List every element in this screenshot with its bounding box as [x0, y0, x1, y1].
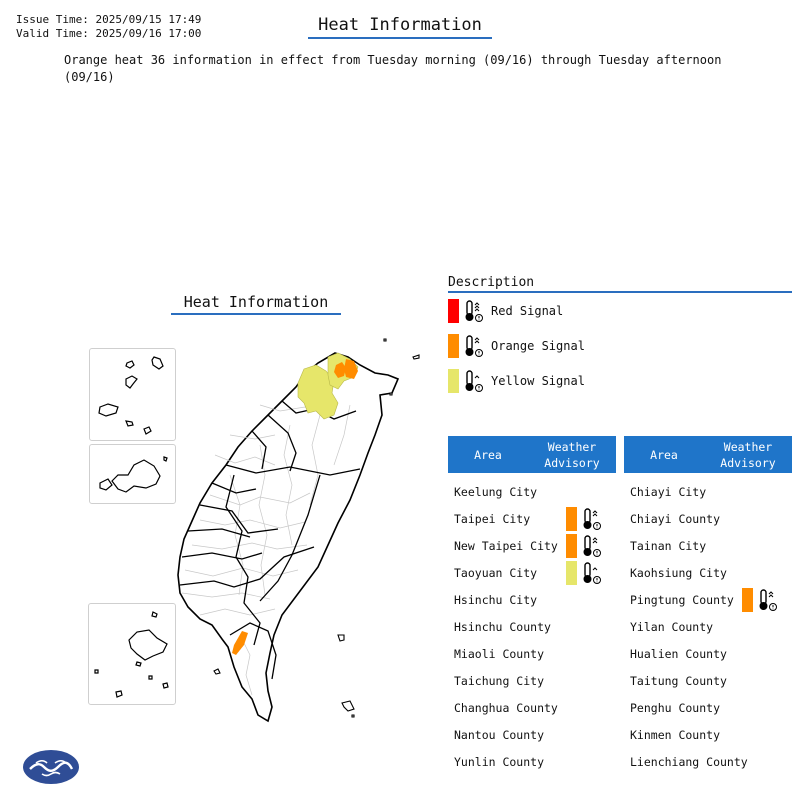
- area-name: Yilan County: [630, 620, 714, 635]
- area-name: Taipei City: [454, 511, 531, 526]
- table-row: [448, 749, 616, 776]
- table-row: [624, 478, 792, 505]
- area-name: Yunlin County: [454, 755, 545, 770]
- issue-times: [16, 13, 201, 41]
- area-name: Pingtung County: [630, 592, 734, 607]
- table-row: [448, 695, 616, 722]
- orange-swatch: [566, 534, 577, 558]
- area-name: New Taipei City: [454, 538, 558, 553]
- table-row: [448, 505, 616, 532]
- advisory-cell: [566, 561, 603, 585]
- summary-text: Orange heat 36 information in effect from Tuesday morning (09/16) through Tuesday afternoon (09/16): [64, 53, 722, 84]
- table-header: [624, 436, 792, 473]
- legend-orange-label: Orange Signal: [491, 339, 585, 353]
- kinmen-inset: [88, 603, 176, 705]
- lienchiang-islands: [90, 349, 175, 440]
- table-row: [448, 668, 616, 695]
- map-title: Heat Information: [171, 293, 341, 315]
- thermometer-icon: [581, 507, 603, 531]
- legend-yellow: [448, 369, 585, 393]
- table-row: [624, 559, 792, 586]
- thermometer-icon: [757, 588, 779, 612]
- area-name: Nantou County: [454, 728, 545, 743]
- table-row: [624, 586, 792, 613]
- table-row: [448, 559, 616, 586]
- table-row: [624, 695, 792, 722]
- kinmen-islands: [89, 604, 175, 704]
- yellow-swatch: [566, 561, 577, 585]
- orange-swatch: [566, 507, 577, 531]
- agency-logo: [22, 749, 80, 785]
- table-row: [448, 722, 616, 749]
- table-row: [624, 613, 792, 640]
- header-advisory: Weather Advisory: [720, 439, 776, 470]
- table-row: [624, 505, 792, 532]
- legend-orange: [448, 334, 585, 358]
- area-name: Kinmen County: [630, 728, 721, 743]
- taiwan-island-outline: [178, 353, 398, 721]
- thermometer-icon: [463, 299, 485, 323]
- legend-yellow-label: Yellow Signal: [491, 374, 585, 388]
- thermometer-icon: [581, 561, 603, 585]
- table-row: [624, 532, 792, 559]
- area-name: Miaoli County: [454, 647, 545, 662]
- valid-time: Valid Time: 2025/09/16 17:00: [16, 27, 202, 40]
- thermometer-icon: [463, 369, 485, 393]
- legend-red: [448, 299, 563, 323]
- table-row: [624, 668, 792, 695]
- header-area: Area: [650, 447, 678, 462]
- area-table-left: [448, 436, 616, 776]
- header-area: Area: [474, 447, 502, 462]
- area-name: Taichung City: [454, 674, 545, 689]
- legend-red-label: Red Signal: [491, 304, 564, 318]
- area-name: Hsinchu County: [454, 620, 551, 635]
- red-swatch: [448, 299, 459, 323]
- table-header: [448, 436, 616, 473]
- table-row: [448, 586, 616, 613]
- taiwan-map: [170, 335, 430, 730]
- area-table-right: [624, 436, 792, 776]
- page-title: Heat Information: [308, 15, 492, 39]
- advisory-cell: [566, 534, 603, 558]
- table-row: [448, 641, 616, 668]
- area-name: Kaohsiung City: [630, 565, 727, 580]
- area-name: Penghu County: [630, 701, 721, 716]
- area-name: Lienchiang County: [630, 755, 748, 770]
- table-row: [448, 478, 616, 505]
- table-row: [624, 749, 792, 776]
- header-advisory: Weather Advisory: [544, 439, 600, 470]
- area-name: Changhua County: [454, 701, 558, 716]
- area-name: Hsinchu City: [454, 592, 538, 607]
- penghu-inset: [89, 444, 176, 504]
- area-name: Hualien County: [630, 647, 727, 662]
- advisory-cell: [566, 507, 603, 531]
- penghu-islands: [90, 445, 175, 503]
- table-row: [624, 641, 792, 668]
- lienchiang-inset: [89, 348, 176, 441]
- area-name: Chiayi City: [630, 484, 707, 499]
- area-name: Tainan City: [630, 538, 707, 553]
- thermometer-icon: [463, 334, 485, 358]
- issue-time: Issue Time: 2025/09/15 17:49: [16, 13, 202, 26]
- area-name: Taoyuan City: [454, 565, 538, 580]
- table-row: [624, 722, 792, 749]
- yellow-swatch: [448, 369, 459, 393]
- advisory-cell: [742, 588, 779, 612]
- orange-swatch: [742, 588, 753, 612]
- area-name: Taitung County: [630, 674, 727, 689]
- area-name: Keelung City: [454, 484, 538, 499]
- table-row: [448, 613, 616, 640]
- thermometer-icon: [581, 534, 603, 558]
- table-row: [448, 532, 616, 559]
- description-title: Description: [448, 275, 792, 293]
- area-name: Chiayi County: [630, 511, 721, 526]
- orange-swatch: [448, 334, 459, 358]
